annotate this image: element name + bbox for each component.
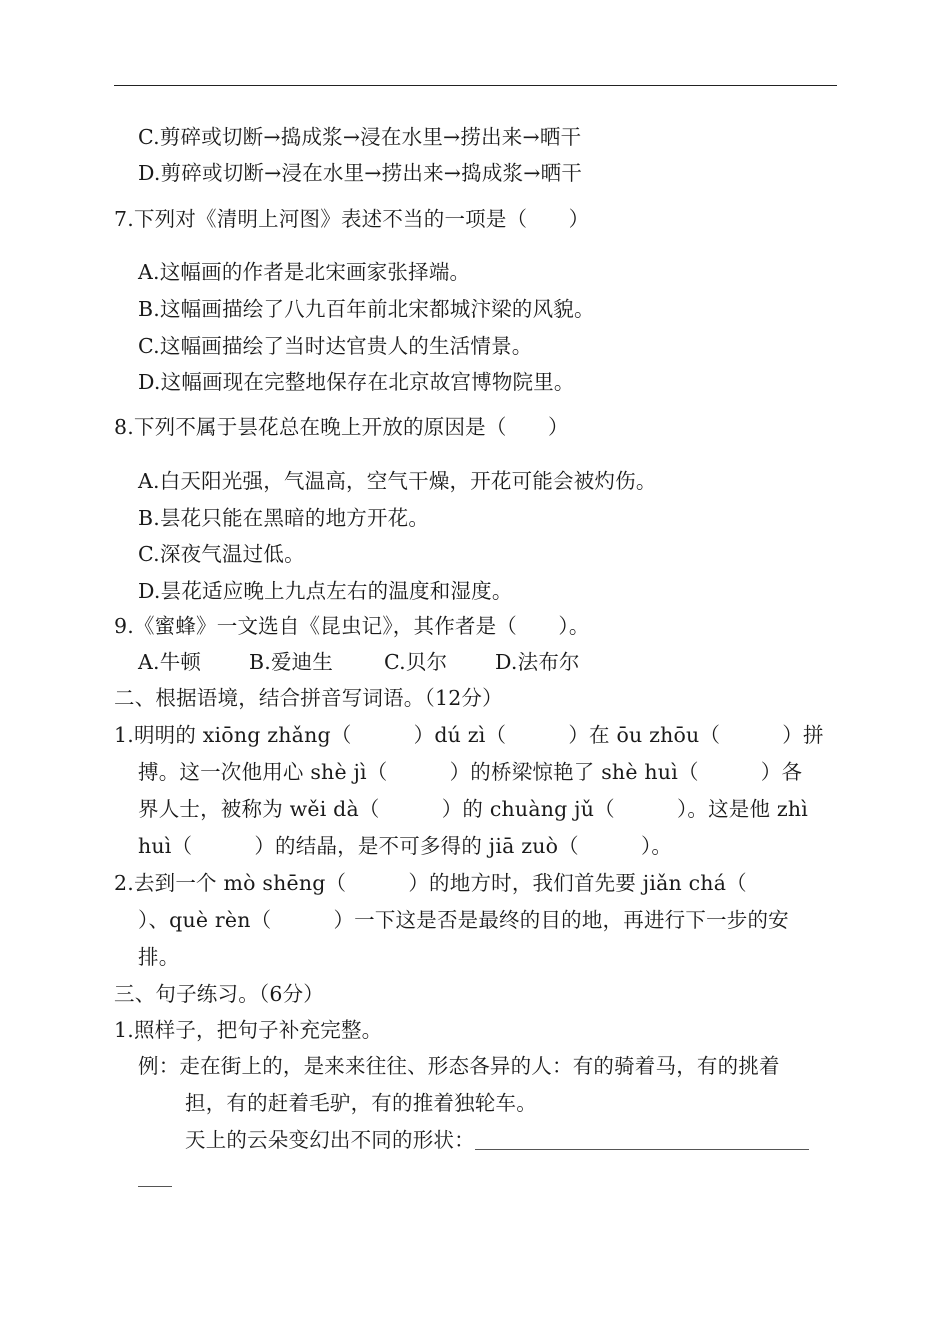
- q9-option-b: B.爱迪生: [249, 650, 334, 674]
- section2-item2-line1: 2.去到一个 mò shēng（ ）的地方时，我们首先要 jiǎn chá（: [114, 871, 747, 895]
- answer-blank: [475, 1129, 809, 1150]
- q8-option-c: C.深夜气温过低。: [138, 542, 305, 566]
- section2-item1-line2: 搏。这一次他用心 shè jì（ ）的桥梁惊艳了 shè huì（ ）各: [138, 760, 803, 784]
- q7-option-d: D.这幅画现在完整地保存在北京故宫博物院里。: [138, 370, 575, 394]
- section3-task: [185, 1126, 809, 1154]
- q9-stem: 9.《蜜蜂》一文选自《昆虫记》，其作者是（ ）。: [114, 614, 590, 638]
- section2-item2-line2: ）、què rèn（ ）一下这是否是最终的目的地，再进行下一步的安: [138, 908, 789, 932]
- section3-task-text: 天上的云朵变幻出不同的形状：: [185, 1128, 475, 1152]
- q7-option-c: C.这幅画描绘了当时达官贵人的生活情景。: [138, 334, 533, 358]
- q6-option-c: C.剪碎或切断→捣成浆→浸在水里→捞出来→晒干: [138, 125, 582, 149]
- q6-option-d: D.剪碎或切断→浸在水里→捞出来→捣成浆→晒干: [138, 161, 583, 185]
- q8-option-a: A.白天阳光强，气温高，空气干燥，开花可能会被灼伤。: [138, 469, 657, 493]
- section3-heading: 三、句子练习。（6分）: [114, 982, 324, 1006]
- section2-item2-line3: 排。: [138, 945, 180, 969]
- q8-option-d: D.昙花适应晚上九点左右的温度和湿度。: [138, 579, 513, 603]
- q9-option-c: C.贝尔: [384, 650, 448, 674]
- section3-example-line1: 例：走在街上的，是来来往往、形态各异的人：有的骑着马，有的挑着: [138, 1054, 780, 1078]
- section2-item1-line4: huì（ ）的结晶，是不可多得的 jiā zuò（ ）。: [138, 834, 673, 858]
- q7-option-a: A.这幅画的作者是北宋画家张择端。: [138, 260, 471, 284]
- section3-item1: 1.照样子，把句子补充完整。: [114, 1018, 383, 1042]
- section3-example-line2: 担，有的赶着毛驴，有的推着独轮车。: [185, 1091, 537, 1115]
- section2-heading: 二、根据语境，结合拼音写词语。（12分）: [114, 686, 503, 710]
- section2-item1-line3: 界人士，被称为 wěi dà（ ）的 chuàng jǔ（ ）。这是他 zhì: [138, 797, 809, 821]
- header-rule: [114, 85, 837, 86]
- q7-stem: 7.下列对《清明上河图》表述不当的一项是（ ）: [114, 207, 590, 231]
- q9-option-d: D.法布尔: [495, 650, 580, 674]
- q8-option-b: B.昙花只能在黑暗的地方开花。: [138, 506, 430, 530]
- section2-item1-line1: 1.明明的 xiōng zhǎng（ ）dú zì（ ）在 ōu zhōu（ ）拼: [114, 723, 824, 747]
- q8-stem: 8.下列不属于昙花总在晚上开放的原因是（ ）: [114, 415, 569, 439]
- answer-blank-continuation: [138, 1186, 172, 1187]
- q7-option-b: B.这幅画描绘了八九百年前北宋都城汴梁的风貌。: [138, 297, 595, 321]
- q9-option-a: A.牛顿: [138, 650, 202, 674]
